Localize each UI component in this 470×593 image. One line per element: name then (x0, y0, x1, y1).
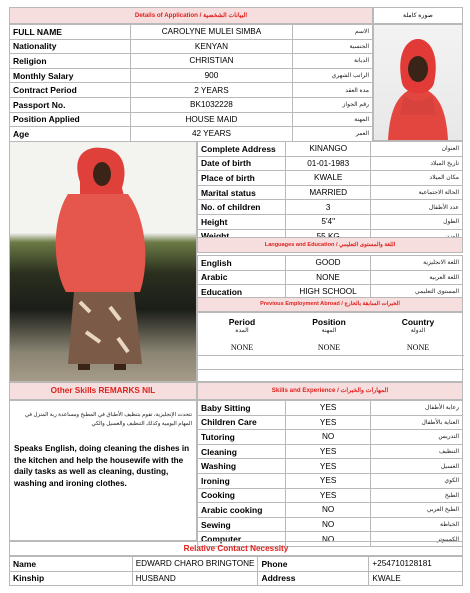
skill-ar: الخياطة (371, 517, 463, 532)
skills-title: Skills and Experience / المهارات والخبرات (271, 387, 389, 394)
skill-value: YES (285, 444, 371, 459)
contact-name-label: Name (10, 557, 133, 572)
skill-label: Washing (198, 459, 286, 474)
personal-value: BK1032228 (130, 97, 293, 112)
skill-label: Sewing (198, 517, 286, 532)
skill-ar: الكمبيوتر (371, 532, 463, 547)
photo-title: صورة كاملة (403, 12, 433, 19)
contact-phone-label: Phone (258, 557, 369, 572)
col-period-label: Period (228, 317, 256, 327)
skill-ar: التنظيف (371, 444, 463, 459)
portrait-photo (373, 24, 463, 141)
details-row (198, 185, 463, 200)
col-period (198, 317, 286, 334)
personal-ar: رقم الجواز (293, 97, 373, 112)
personal-ar: مدة العقد (293, 83, 373, 98)
personal-label: Religion (10, 54, 131, 69)
employment-country-value: NONE (406, 343, 430, 352)
contact-address-label: Address (258, 571, 369, 586)
skill-label: Children Care (198, 415, 286, 430)
contact-title: Relative Contact Necessity (183, 544, 289, 553)
personal-row (10, 97, 373, 112)
skill-value: YES (285, 473, 371, 488)
skill-value: NO (285, 430, 371, 445)
other-skills-text: Speaks English, doing cleaning the dishes in the kitchen and help the housewife with the daily tasks as well as cleaning, dusting, washing and ironing clothes. (14, 444, 190, 488)
contact-kinship-label: Kinship (10, 571, 133, 586)
contact-name-value: EDWARD CHARO BRINGTONE (132, 557, 258, 572)
personal-ar: الاسم (293, 25, 373, 40)
personal-label: Contract Period (10, 83, 131, 98)
personal-ar: المهنة (293, 112, 373, 127)
details-value: KWALE (285, 171, 371, 186)
personal-row (10, 127, 373, 142)
languages-header (197, 237, 463, 253)
personal-row (10, 54, 373, 69)
personal-value: HOUSE MAID (130, 112, 293, 127)
col-position (286, 317, 372, 334)
skill-row (198, 473, 463, 488)
details-title: Details of Application / البيانات الشخصية (134, 12, 248, 19)
contact-table (9, 556, 463, 586)
contact-phone-value: +254710128181 (369, 557, 463, 572)
personal-label: Position Applied (10, 112, 131, 127)
language-label: English (198, 256, 286, 271)
details-header (9, 7, 373, 24)
skill-ar: الكوي (371, 473, 463, 488)
details-ar: تاريخ الميلاد (371, 156, 463, 171)
skill-value: YES (285, 459, 371, 474)
details-ar: الحالة الاجتماعية (371, 185, 463, 200)
personal-row (10, 112, 373, 127)
language-value: GOOD (285, 256, 371, 271)
personal-value: CAROLYNE MULEI SIMBA (130, 25, 293, 40)
col-country-label: Country (401, 317, 435, 327)
skill-ar: العناية بالأطفال (371, 415, 463, 430)
contact-address-value: KWALE (369, 571, 463, 586)
personal-label: Passport No. (10, 97, 131, 112)
details-label: Complete Address (198, 142, 286, 157)
details-ar: الطول (371, 214, 463, 229)
employment-block (197, 312, 463, 382)
col-position-label: Position (312, 317, 346, 327)
language-ar: اللغة العربية (371, 270, 463, 285)
language-label: Education (198, 285, 286, 300)
personal-value: 42 YEARS (130, 127, 293, 142)
skill-label: Cleaning (198, 444, 286, 459)
skill-row (198, 503, 463, 518)
skill-label: Baby Sitting (198, 401, 286, 416)
col-country (372, 317, 464, 334)
personal-value: CHRISTIAN (130, 54, 293, 69)
details-value: 3 (285, 200, 371, 215)
language-row (198, 256, 463, 271)
skill-value: NO (285, 532, 371, 547)
personal-row (10, 25, 373, 40)
language-ar: المستوى التعليمي (371, 285, 463, 300)
personal-row (10, 68, 373, 83)
details-label: No. of children (198, 200, 286, 215)
details-label: Marital status (198, 185, 286, 200)
skill-label: Computer (198, 532, 286, 547)
personal-table (9, 24, 373, 142)
col-period-ar: المدة (235, 328, 249, 334)
skill-value: NO (285, 517, 371, 532)
full-body-photo (9, 141, 197, 382)
personal-label: Nationality (10, 39, 131, 54)
skill-ar: الغسيل (371, 459, 463, 474)
personal-row (10, 39, 373, 54)
other-skills-title: Other Skills REMARKS NIL (50, 386, 156, 395)
other-skills-body (9, 400, 197, 541)
details-value: 5'4" (285, 214, 371, 229)
skill-ar: التدريس (371, 430, 463, 445)
details-row (198, 171, 463, 186)
skill-value: YES (285, 401, 371, 416)
personal-value: 900 (130, 68, 293, 83)
col-position-ar: المهنة (321, 328, 337, 334)
photo-header (373, 7, 463, 24)
details-ar: مكان الميلاد (371, 171, 463, 186)
details-value: MARRIED (285, 185, 371, 200)
language-row (198, 270, 463, 285)
language-label: Arabic (198, 270, 286, 285)
employment-divider (198, 369, 464, 370)
personal-label: Age (10, 127, 131, 142)
employment-divider (198, 355, 464, 356)
details-label: Date of birth (198, 156, 286, 171)
skill-row (198, 459, 463, 474)
skill-row (198, 488, 463, 503)
personal-label: FULL NAME (10, 25, 131, 40)
skill-ar: الطبخ العربي (371, 503, 463, 518)
details-value: KINANGO (285, 142, 371, 157)
other-skills-ar: تتحدث الإنجليزية، تقوم بتنظيف الأطباق في المطبخ ومساعدة ربة المنزل في المهام اليومية وكذلك التنظيف والغسيل والكي (24, 412, 192, 427)
personal-value: 2 YEARS (130, 83, 293, 98)
language-value: HIGH SCHOOL (285, 285, 371, 300)
skill-row (198, 430, 463, 445)
languages-title: Languages and Education / اللغة والمستوى التعليمي (264, 242, 396, 248)
skills-header (197, 382, 463, 400)
personal-ar: العمر (293, 127, 373, 142)
language-value: NONE (285, 270, 371, 285)
skill-row (198, 415, 463, 430)
language-ar: اللغة الانجليزية (371, 256, 463, 271)
employment-position-value: NONE (317, 343, 341, 352)
details-label: Height (198, 214, 286, 229)
skill-value: YES (285, 415, 371, 430)
employment-period-value: NONE (230, 343, 254, 352)
details-ar: العنوان (371, 142, 463, 157)
personal-ar: الديانة (293, 54, 373, 69)
employment-title: Previous Employment Abroad / الخبرات السابقة بالخارج (260, 301, 400, 307)
personal-value: KENYAN (130, 39, 293, 54)
skill-value: YES (285, 488, 371, 503)
skill-row (198, 401, 463, 416)
languages-table (197, 255, 463, 300)
details-table (197, 141, 463, 244)
personal-ar: الجنسية (293, 39, 373, 54)
skill-row (198, 444, 463, 459)
contact-row (10, 571, 463, 586)
contact-header (9, 541, 463, 556)
details-row (198, 200, 463, 215)
skill-label: Cooking (198, 488, 286, 503)
contact-row (10, 557, 463, 572)
contact-kinship-value: HUSBAND (132, 571, 258, 586)
skill-label: Tutoring (198, 430, 286, 445)
skill-label: Arabic cooking (198, 503, 286, 518)
col-country-ar: الدولة (410, 328, 426, 334)
employment-header (197, 297, 463, 312)
details-label: Place of birth (198, 171, 286, 186)
personal-row (10, 83, 373, 98)
personal-label: Monthly Salary (10, 68, 131, 83)
skill-value: NO (285, 503, 371, 518)
details-row (198, 142, 463, 157)
full-figure-icon (10, 142, 196, 381)
skill-ar: رعاية الأطفال (371, 401, 463, 416)
skill-row (198, 517, 463, 532)
other-skills-header (9, 382, 197, 400)
details-value: 01-01-1983 (285, 156, 371, 171)
personal-ar: الراتب الشهري (293, 68, 373, 83)
skills-table (197, 400, 463, 547)
skill-ar: الطبخ (371, 488, 463, 503)
details-row (198, 156, 463, 171)
portrait-figure-icon (374, 25, 462, 140)
details-ar: عدد الأطفال (371, 200, 463, 215)
skill-label: Ironing (198, 473, 286, 488)
details-row (198, 214, 463, 229)
